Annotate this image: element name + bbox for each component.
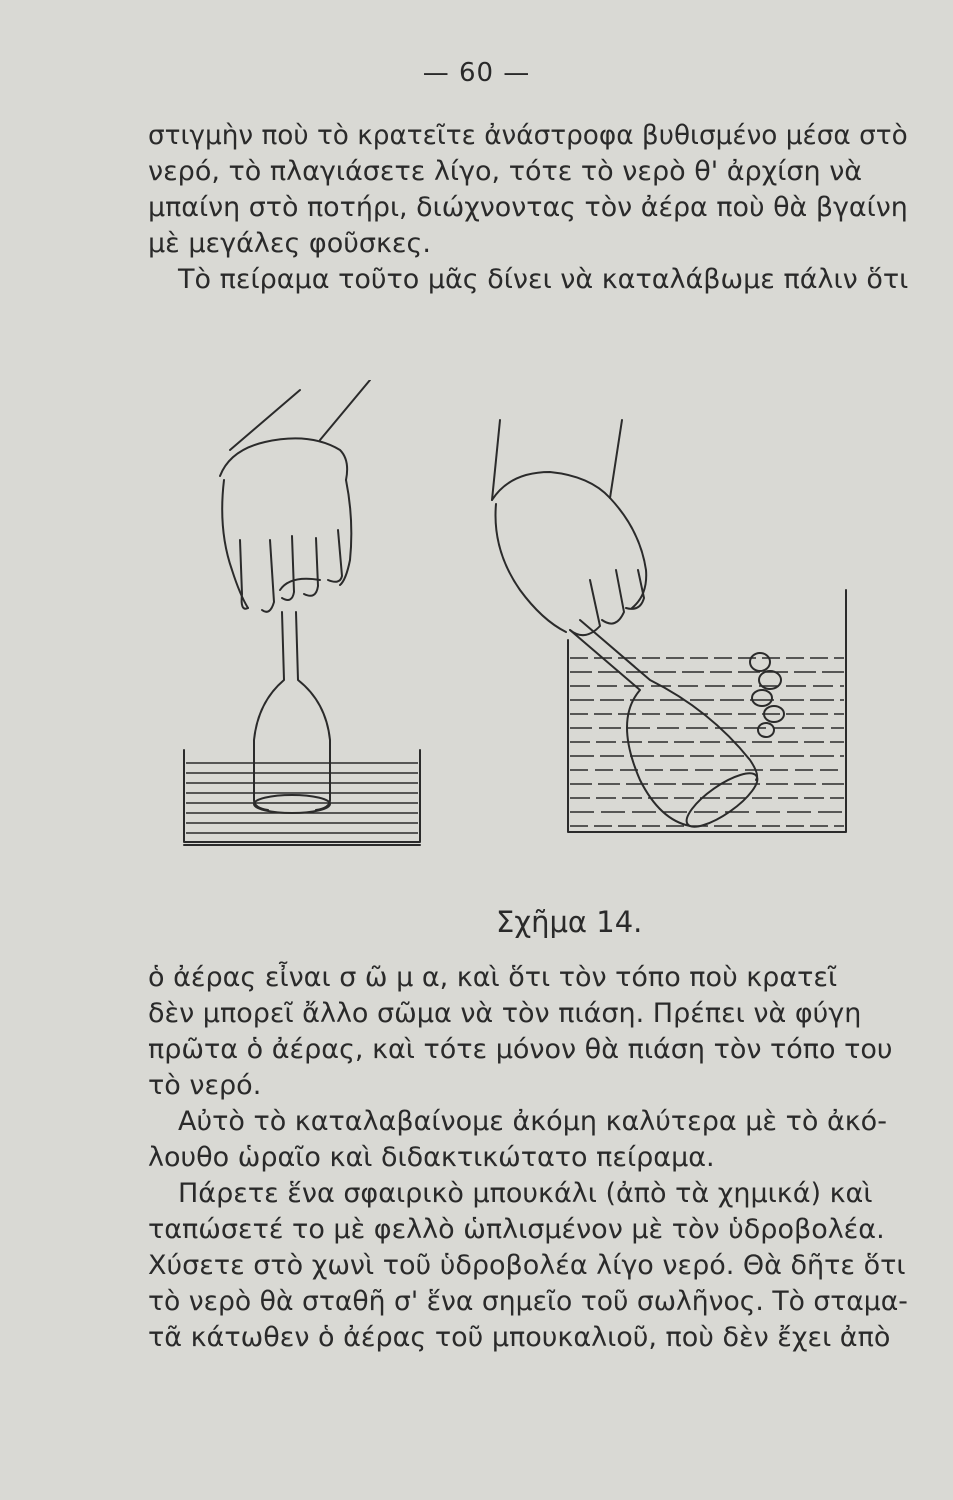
left-hand (220, 380, 370, 612)
text-line: Τὸ πείραμα τοῦτο μᾶς δίνει νὰ καταλάβωμε πάλιν ὅτι (178, 264, 909, 295)
text-line: Αὐτὸ τὸ καταλαβαίνομε ἀκόμη καλύτερα μὲ τὸ ἀκό- (178, 1106, 887, 1137)
text-line: δὲν μπορεῖ ἄλλο σῶμα νὰ τὸν πιάση. Πρέπει νὰ φύγη (148, 998, 862, 1029)
text-line: λουθο ὡραῖο καὶ διδακτικώτατο πείραμα. (148, 1142, 715, 1173)
text-line: ὁ ἀέρας εἶναι σ ῶ μ α, καὶ ὅτι τὸν τόπο ποὺ κρατεῖ (148, 962, 838, 993)
figure-14-illustration (170, 380, 870, 860)
top-paragraph (148, 118, 908, 298)
text-line: τᾶ κάτωθεν ὁ ἀέρας τοῦ μπουκαλιοῦ, ποὺ δὲν ἔχει ἀπὸ (148, 1322, 891, 1353)
text-line: Πάρετε ἕνα σφαιρικὸ μπουκάλι (ἀπὸ τὰ χημικά) καὶ (178, 1178, 873, 1209)
right-hand (492, 420, 646, 635)
bottom-paragraphs (148, 960, 908, 1356)
left-tank (184, 750, 420, 845)
right-tank (568, 590, 846, 832)
figure-caption: Σχῆμα 14. (496, 905, 643, 939)
page-number: — 60 — (422, 58, 531, 88)
experiment-drawing (170, 380, 870, 860)
text-line: μὲ μεγάλες φοῦσκες. (148, 228, 431, 259)
text-line: τὸ νερὸ θὰ σταθῆ σ' ἕνα σημεῖο τοῦ σωλῆνος. Τὸ σταμα- (148, 1286, 908, 1317)
text-line: τὸ νερό. (148, 1070, 262, 1101)
air-bubbles (750, 653, 784, 737)
text-line: μπαίνη στὸ ποτήρι, διώχνοντας τὸν ἀέρα ποὺ θὰ βγαίνη (148, 192, 908, 223)
text-line: ταπώσετέ το μὲ φελλὸ ὡπλισμένον μὲ τὸν ὑδροβολέα. (148, 1214, 885, 1245)
text-line: στιγμὴν ποὺ τὸ κρατεῖτε ἀνάστροφα βυθισμένο μέσα στὸ (148, 120, 908, 151)
text-line: νερό, τὸ πλαγιάσετε λίγο, τότε τὸ νερὸ θ' ἀρχίση νὰ (148, 156, 863, 187)
text-line: πρῶτα ὁ ἀέρας, καὶ τότε μόνον θὰ πιάση τὸν τόπο του (148, 1034, 893, 1065)
text-line: Χύσετε στὸ χωνὶ τοῦ ὑδροβολέα λίγο νερό. Θὰ δῆτε ὅτι (148, 1250, 906, 1281)
